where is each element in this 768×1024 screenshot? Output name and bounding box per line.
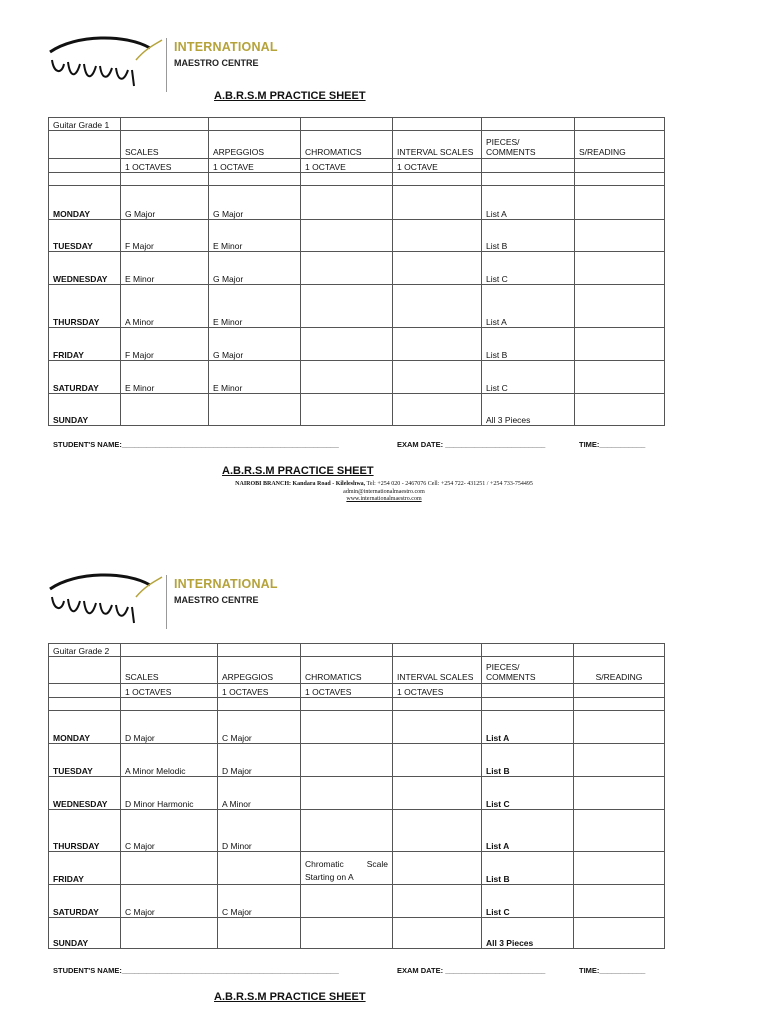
arpeggio-cell: A Minor [218, 777, 301, 810]
table-row [49, 394, 665, 426]
day-label: WEDNESDAY [49, 252, 121, 285]
reading-cell [575, 220, 665, 252]
day-label: SATURDAY [49, 885, 121, 918]
day-label: TUESDAY [49, 220, 121, 252]
interval-cell [393, 394, 482, 426]
reading-cell [574, 744, 665, 777]
pieces-cell: List A [482, 285, 575, 328]
reading-cell [575, 252, 665, 285]
octave-cell: 1 OCTAVES [218, 684, 301, 698]
arpeggio-cell: C Major [218, 711, 301, 744]
chromatic-cell [301, 361, 393, 394]
reading-cell [574, 711, 665, 744]
header-chromatics: CHROMATICS [301, 657, 393, 684]
reading-cell [574, 852, 665, 885]
arpeggio-cell: D Major [218, 744, 301, 777]
header-interval-scales: INTERVAL SCALES [393, 657, 482, 684]
exam-date-field[interactable]: EXAM DATE: ________________________ [397, 966, 546, 975]
table-row [49, 220, 665, 252]
chromatic-cell [301, 810, 393, 852]
scale-cell: A Minor [121, 285, 209, 328]
tel: Tel: +254 020 - 2467076 [366, 481, 427, 487]
reading-cell [575, 186, 665, 220]
contact-line [0, 481, 768, 489]
interval-cell [393, 328, 482, 361]
scale-cell: C Major [121, 885, 218, 918]
chromatic-cell [301, 777, 393, 810]
pieces-cell: List B [482, 328, 575, 361]
table-row [49, 777, 665, 810]
scale-cell [121, 394, 209, 426]
chromatic-cell [301, 252, 393, 285]
reading-cell [574, 885, 665, 918]
scale-cell: C Major [121, 810, 218, 852]
table-row [49, 918, 665, 949]
table-row [49, 186, 665, 220]
scale-cell: E Minor [121, 252, 209, 285]
table-row [49, 711, 665, 744]
logo [46, 571, 286, 629]
header-pieces-comments: PIECES/ COMMENTS [482, 131, 575, 159]
table-row [49, 744, 665, 777]
reading-cell [574, 810, 665, 852]
interval-cell [393, 744, 482, 777]
pieces-cell: List C [482, 885, 574, 918]
scale-cell: G Major [121, 186, 209, 220]
table-row [49, 252, 665, 285]
chromatic-cell [301, 220, 393, 252]
arpeggio-cell: G Major [209, 252, 301, 285]
header-arpeggios: ARPEGGIOS [209, 131, 301, 159]
pieces-cell: List C [482, 777, 574, 810]
org-name: INTERNATIONAL [174, 577, 278, 591]
arpeggio-cell: G Major [209, 186, 301, 220]
table-row [49, 361, 665, 394]
table-row [49, 852, 665, 885]
header-scales: SCALES [121, 131, 209, 159]
scale-cell [121, 852, 218, 885]
table-row [49, 328, 665, 361]
piano-logo-icon [46, 34, 164, 90]
arpeggio-cell [218, 852, 301, 885]
chromatic-cell [301, 918, 393, 949]
reading-cell [574, 777, 665, 810]
interval-cell [393, 711, 482, 744]
pieces-cell: List C [482, 252, 575, 285]
table-row [49, 810, 665, 852]
interval-cell [393, 252, 482, 285]
pieces-cell: List A [482, 186, 575, 220]
grade-label: Guitar Grade 2 [49, 644, 121, 657]
sheet-title: A.B.R.S.M PRACTICE SHEET [214, 90, 366, 102]
reading-cell [575, 285, 665, 328]
pieces-cell: All 3 Pieces [482, 918, 574, 949]
pieces-cell: List B [482, 852, 574, 885]
sheet-title: A.B.R.S.M PRACTICE SHEET [214, 991, 366, 1003]
header-pieces-comments: PIECES/ COMMENTS [482, 657, 574, 684]
student-name-field[interactable]: STUDENT'S NAME:____________________________________________________ [53, 440, 339, 449]
chromatic-cell [301, 285, 393, 328]
arpeggio-cell [218, 918, 301, 949]
grade-label: Guitar Grade 1 [49, 118, 121, 131]
arpeggio-cell: D Minor [218, 810, 301, 852]
time-field[interactable]: TIME:___________ [579, 966, 646, 975]
arpeggio-cell [209, 394, 301, 426]
octave-cell: 1 OCTAVES [301, 684, 393, 698]
reading-cell [575, 394, 665, 426]
email: admin@internationalmaestro.com [343, 488, 425, 495]
piano-logo-icon [46, 571, 164, 627]
chromatic-cell [301, 711, 393, 744]
day-label: FRIDAY [49, 328, 121, 361]
octave-cell: 1 OCTAVE [393, 159, 482, 173]
interval-cell [393, 285, 482, 328]
arpeggio-cell: G Major [209, 328, 301, 361]
chromatic-cell [301, 394, 393, 426]
pieces-cell: List B [482, 744, 574, 777]
arpeggio-cell: C Major [218, 885, 301, 918]
header-sight-reading: S/READING [575, 131, 665, 159]
chromatic-cell [301, 328, 393, 361]
website-link[interactable]: www.internationalmaestro.com [346, 496, 422, 502]
day-label: TUESDAY [49, 744, 121, 777]
day-label: MONDAY [49, 186, 121, 220]
org-subname: MAESTRO CENTRE [174, 58, 259, 68]
org-name: INTERNATIONAL [174, 40, 278, 54]
octave-cell: 1 OCTAVES [393, 684, 482, 698]
scale-cell: D Minor Harmonic [121, 777, 218, 810]
student-name-field[interactable]: STUDENT'S NAME:____________________________________________________ [53, 966, 339, 975]
day-label: SUNDAY [49, 394, 121, 426]
day-label: THURSDAY [49, 810, 121, 852]
reading-cell [575, 361, 665, 394]
reading-cell [575, 328, 665, 361]
day-label: THURSDAY [49, 285, 121, 328]
scale-cell: D Major [121, 711, 218, 744]
branch-label: NAIROBI BRANCH: [235, 481, 292, 487]
octave-cell: 1 OCTAVE [209, 159, 301, 173]
octave-cell: 1 OCTAVES [121, 684, 218, 698]
contact-block [0, 481, 768, 504]
practice-table-grade2 [48, 643, 665, 949]
interval-cell [393, 361, 482, 394]
pieces-cell: All 3 Pieces [482, 394, 575, 426]
chromatic-cell [301, 885, 393, 918]
table-row [49, 285, 665, 328]
sheet-title: A.B.R.S.M PRACTICE SHEET [222, 465, 374, 477]
pieces-cell: List C [482, 361, 575, 394]
scale-cell: F Major [121, 220, 209, 252]
reading-cell [574, 918, 665, 949]
chromatic-cell [301, 186, 393, 220]
scale-cell: A Minor Melodic [121, 744, 218, 777]
time-field[interactable]: TIME:___________ [579, 440, 646, 449]
exam-date-field[interactable]: EXAM DATE: ________________________ [397, 440, 546, 449]
branch-address: Kandara Road - Kileleshwa, [291, 481, 366, 487]
cell: Cell: +254 722- 431251 / +254 733-754495 [427, 481, 533, 487]
interval-cell [393, 885, 482, 918]
header-arpeggios: ARPEGGIOS [218, 657, 301, 684]
arpeggio-cell: E Minor [209, 285, 301, 328]
org-subname: MAESTRO CENTRE [174, 595, 259, 605]
logo-divider [166, 38, 167, 92]
interval-cell [393, 810, 482, 852]
interval-cell [393, 852, 482, 885]
pieces-cell: List A [482, 711, 574, 744]
header-interval-scales: INTERVAL SCALES [393, 131, 482, 159]
table-row [49, 885, 665, 918]
day-label: MONDAY [49, 711, 121, 744]
practice-table-grade1 [48, 117, 665, 426]
day-label: SATURDAY [49, 361, 121, 394]
arpeggio-cell: E Minor [209, 361, 301, 394]
logo-divider [166, 575, 167, 629]
interval-cell [393, 918, 482, 949]
day-label: FRIDAY [49, 852, 121, 885]
pieces-cell: List B [482, 220, 575, 252]
octave-cell: 1 OCTAVE [301, 159, 393, 173]
pieces-cell: List A [482, 810, 574, 852]
chromatic-cell [301, 744, 393, 777]
interval-cell [393, 220, 482, 252]
header-sight-reading: S/READING [574, 657, 665, 684]
scale-cell: E Minor [121, 361, 209, 394]
day-label: WEDNESDAY [49, 777, 121, 810]
header-chromatics: CHROMATICS [301, 131, 393, 159]
interval-cell [393, 777, 482, 810]
day-label: SUNDAY [49, 918, 121, 949]
logo [46, 34, 286, 92]
scale-cell [121, 918, 218, 949]
header-scales: SCALES [121, 657, 218, 684]
scale-cell: F Major [121, 328, 209, 361]
interval-cell [393, 186, 482, 220]
arpeggio-cell: E Minor [209, 220, 301, 252]
chromatic-cell: Chromatic Scale Starting on A [301, 852, 393, 885]
octave-cell: 1 OCTAVES [121, 159, 209, 173]
